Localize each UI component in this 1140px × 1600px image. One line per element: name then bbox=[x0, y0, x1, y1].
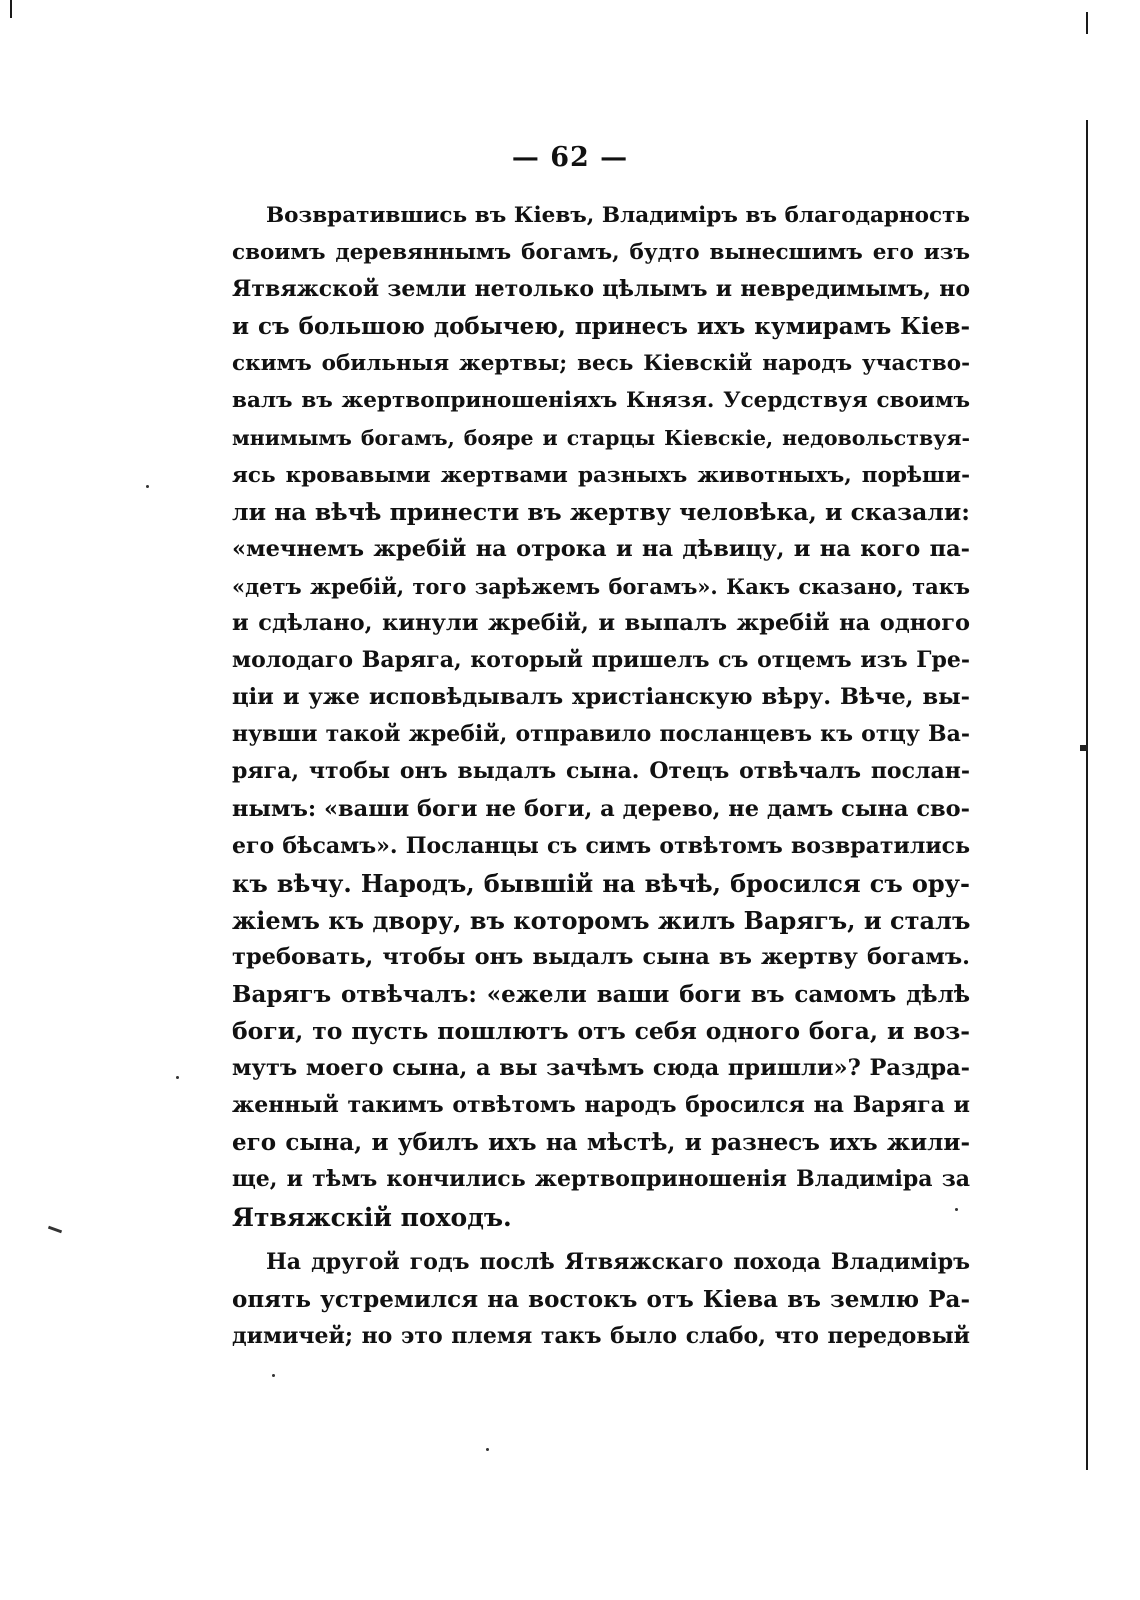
text-line: Ятвяжской земли нетолько цѣлымъ и невредимымъ, но bbox=[232, 276, 970, 303]
scan-notch bbox=[1080, 745, 1088, 751]
text-line: На другой годъ послѣ Ятвяжскаго похода Владиміръ bbox=[266, 1248, 970, 1275]
text-line: молодаго Варяга, который пришелъ съ отцемъ изъ Гре- bbox=[232, 647, 970, 674]
text-line: димичей; но это племя такъ было слабо, что передовый bbox=[232, 1322, 970, 1349]
text-line: и сдѣлано, кинули жребій, и выпалъ жребій на одного bbox=[232, 610, 970, 637]
text-line: къ вѣчу. Народъ, бывшій на вѣчѣ, бросился съ ору- bbox=[232, 868, 970, 898]
text-line: Варягъ отвѣчалъ: «ежели ваши боги въ самомъ дѣлѣ bbox=[232, 980, 970, 1008]
scan-edge-mark bbox=[10, 0, 12, 18]
text-line: Ятвяжскій походъ. bbox=[232, 1202, 512, 1232]
text-line: Возвратившись въ Кіевъ, Владиміръ въ благодарность bbox=[266, 203, 970, 228]
text-line: нымъ: «ваши боги не боги, а дерево, не дамъ сына сво- bbox=[232, 795, 970, 822]
page-number: — 62 — bbox=[511, 142, 629, 173]
scan-speck bbox=[486, 1448, 489, 1451]
text-line: женный такимъ отвѣтомъ народъ бросился на Варяга и bbox=[232, 1092, 970, 1119]
paragraph bbox=[232, 197, 970, 1236]
text-line: требовать, чтобы онъ выдалъ сына въ жертву богамъ. bbox=[232, 943, 970, 970]
text-line: «детъ жребій, того зарѣжемъ богамъ». Какъ сказано, такъ bbox=[232, 573, 970, 599]
scan-page-edge-line bbox=[1086, 120, 1088, 1470]
text-line: скимъ обильныя жертвы; весь Кіевскій народъ участво- bbox=[232, 351, 970, 377]
text-line: боги, то пусть пошлютъ отъ себя одного бога, и воз- bbox=[232, 1017, 970, 1046]
scan-speck bbox=[176, 1076, 179, 1079]
text-line: ціи и уже исповѣдывалъ христіанскую вѣру. Вѣче, вы- bbox=[232, 684, 970, 711]
text-line: мутъ моего сына, а вы зачѣмъ сюда пришли»? Раздра- bbox=[232, 1055, 970, 1082]
text-line: и съ большою добычею, принесъ ихъ кумирамъ Кіев- bbox=[232, 313, 970, 341]
text-line: ще, и тѣмъ кончились жертвоприношенія Владиміра за bbox=[232, 1166, 970, 1193]
text-line: валъ въ жертвоприношеніяхъ Князя. Усердствуя своимъ bbox=[232, 388, 970, 414]
text-line: ряга, чтобы онъ выдалъ сына. Отецъ отвѣчалъ послан- bbox=[232, 758, 970, 785]
text-line: нувши такой жребій, отправило посланцевъ къ отцу Ва- bbox=[232, 721, 970, 748]
scan-speck bbox=[272, 1374, 275, 1377]
body-text bbox=[232, 197, 970, 1355]
text-line: опять устремился на востокъ отъ Кіева въ землю Ра- bbox=[232, 1285, 970, 1313]
text-line: мнимымъ богамъ, бояре и старцы Кіевскіе, недовольствуя- bbox=[232, 425, 970, 450]
text-line: его сына, и убилъ ихъ на мѣстѣ, и разнесъ ихъ жили- bbox=[232, 1129, 970, 1157]
scan-speck bbox=[146, 485, 149, 488]
paragraph bbox=[232, 1244, 970, 1355]
text-line: его бѣсамъ». Посланцы съ симъ отвѣтомъ возвратились bbox=[232, 832, 970, 859]
scan-artifact-tick bbox=[48, 1226, 62, 1234]
text-line: своимъ деревяннымъ богамъ, будто вынесшимъ его изъ bbox=[232, 240, 970, 266]
text-line: ли на вѣчѣ принести въ жертву человѣка, и сказали: bbox=[232, 497, 970, 526]
scan-edge-mark-top bbox=[1086, 12, 1088, 34]
text-line: жіемъ къ двору, въ которомъ жилъ Варягъ, и сталъ bbox=[232, 905, 970, 935]
text-line: ясь кровавыми жертвами разныхъ животныхъ, порѣши- bbox=[232, 462, 970, 488]
text-line: «мечнемъ жребій на отрока и на дѣвицу, и на кого па- bbox=[232, 535, 970, 562]
